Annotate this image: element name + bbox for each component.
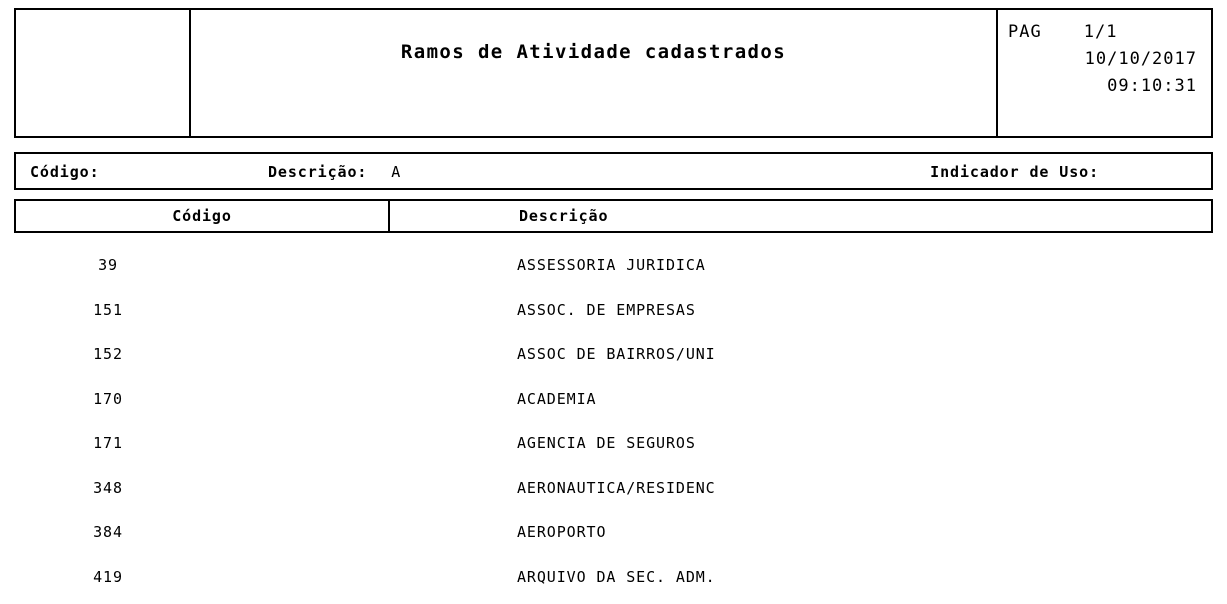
cell-codigo: 170 xyxy=(93,389,123,408)
cell-descricao: ASSOC. DE EMPRESAS xyxy=(517,300,696,319)
cell-codigo: 348 xyxy=(93,478,123,497)
filter-bar xyxy=(14,152,1213,190)
report-page xyxy=(0,8,1227,604)
table-row xyxy=(14,555,1213,600)
report-header xyxy=(14,8,1213,138)
page-title: Ramos de Atividade cadastrados xyxy=(400,41,787,63)
cell-descricao: ASSESSORIA JURIDICA xyxy=(517,256,706,275)
table-body xyxy=(14,243,1213,599)
cell-descricao: ACADEMIA xyxy=(517,389,597,408)
table-row xyxy=(14,466,1213,511)
table-row xyxy=(14,421,1213,466)
cell-descricao: AERONAUTICA/RESIDENC xyxy=(517,478,716,497)
cell-descricao: AEROPORTO xyxy=(517,523,607,542)
page-label: PAG xyxy=(1008,22,1042,42)
header-meta-cell xyxy=(998,10,1211,136)
table-row xyxy=(14,243,1213,288)
filter-descricao xyxy=(268,163,401,181)
cell-codigo: 384 xyxy=(93,523,123,542)
cell-descricao: ARQUIVO DA SEC. ADM. xyxy=(517,567,716,586)
table-row xyxy=(14,288,1213,333)
filter-indicador-uso xyxy=(930,163,1099,181)
header-logo-cell xyxy=(16,10,191,136)
table-row xyxy=(14,510,1213,555)
cell-codigo: 151 xyxy=(93,300,123,319)
report-time: 09:10:31 xyxy=(1107,76,1197,96)
filter-indicador-label: Indicador de Uso: xyxy=(930,163,1099,181)
cell-descricao: ASSOC DE BAIRROS/UNI xyxy=(517,345,716,364)
page-number-line xyxy=(1008,19,1197,46)
table-row xyxy=(14,377,1213,422)
header-title-cell xyxy=(191,10,998,136)
filter-codigo-label: Código: xyxy=(30,163,100,181)
filter-codigo xyxy=(30,163,100,181)
cell-codigo: 152 xyxy=(93,345,123,364)
cell-codigo: 419 xyxy=(93,567,123,586)
column-header-codigo: Código xyxy=(16,201,390,231)
cell-descricao: AGENCIA DE SEGUROS xyxy=(517,434,696,453)
report-date: 10/10/2017 xyxy=(1084,49,1197,69)
cell-codigo: 171 xyxy=(93,434,123,453)
table-row xyxy=(14,332,1213,377)
filter-descricao-label: Descrição: xyxy=(268,163,368,181)
table-column-header xyxy=(14,199,1213,233)
column-header-descricao: Descrição xyxy=(519,207,609,225)
page-value: 1/1 xyxy=(1083,22,1118,42)
cell-codigo: 39 xyxy=(98,256,118,275)
filter-descricao-value: A xyxy=(391,163,402,181)
